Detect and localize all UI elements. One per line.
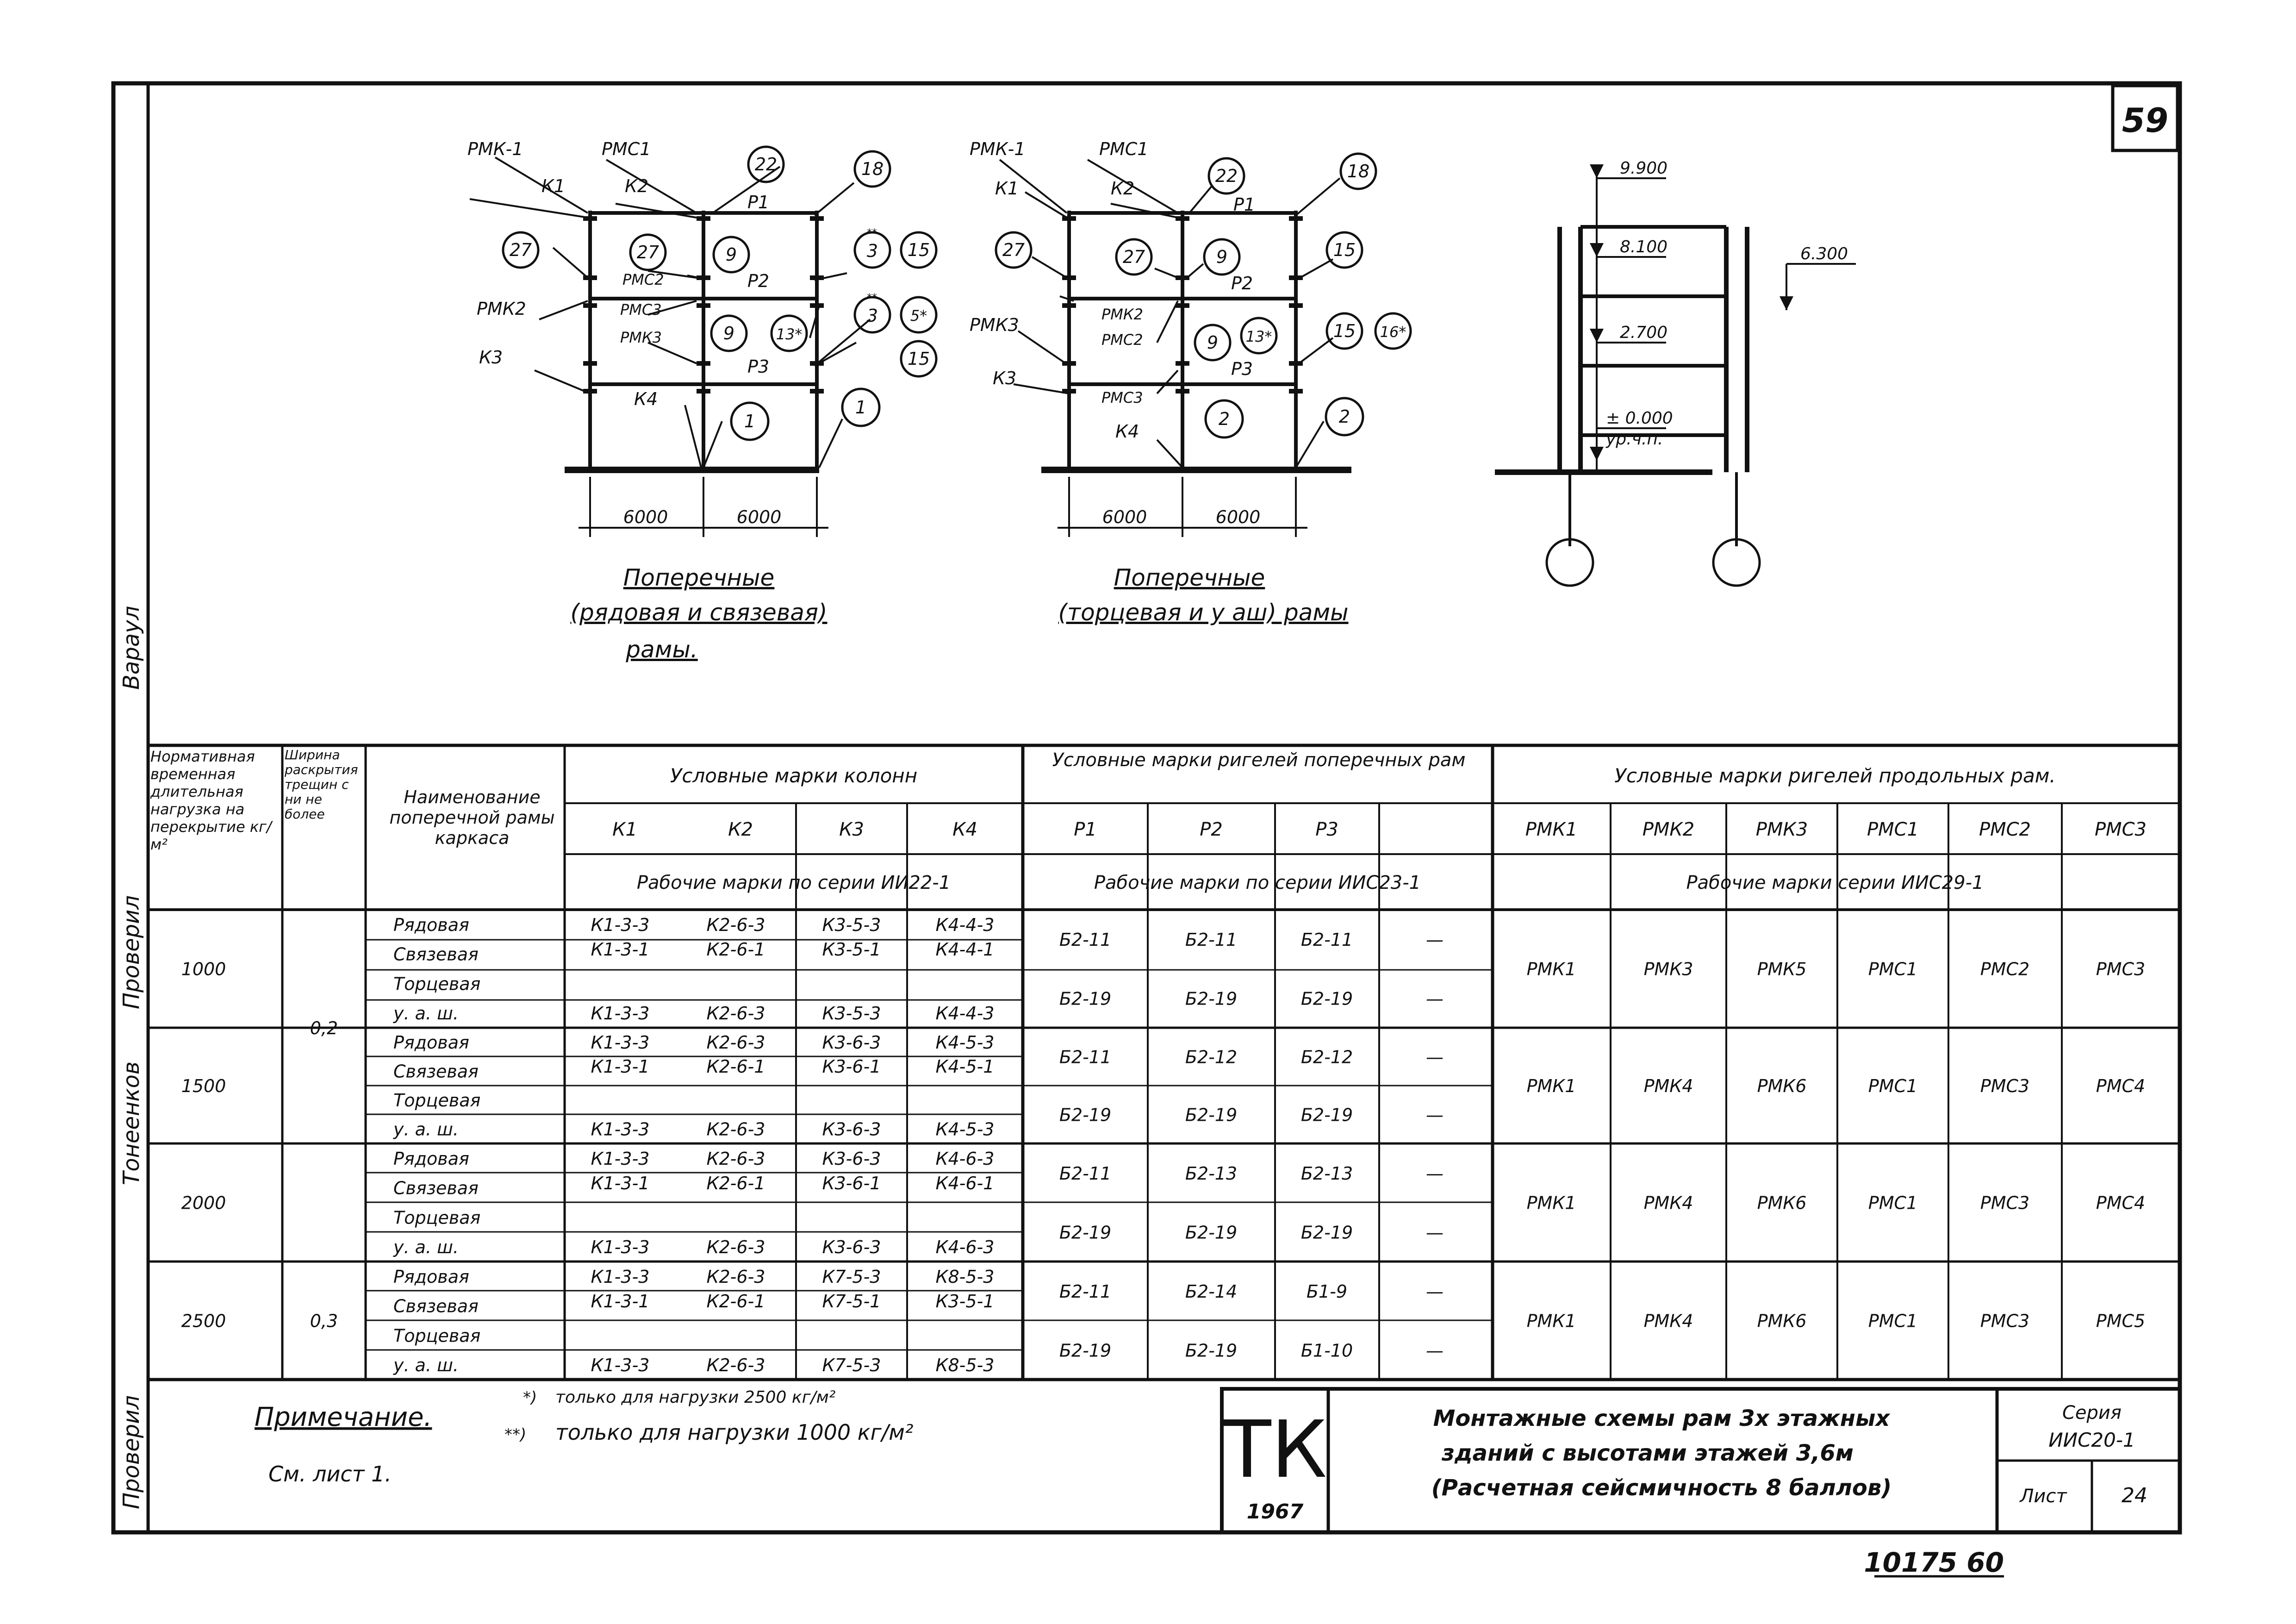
drawing-title-line: зданий с высотами этажей 3,6м [1442,1440,1854,1466]
diagram-label: 16* [1380,323,1406,341]
column-mark: К3-6-3 [822,1119,881,1140]
frame-name: Связевая [393,1296,479,1317]
column-mark: К1-3-1 [591,939,650,960]
girder-mark: Б1-10 [1300,1340,1353,1361]
column-mark: К3-6-1 [822,1056,881,1077]
column-mark: К1-3-3 [591,1355,650,1376]
frame-name: Торцевая [393,974,481,994]
diagram-label: 1 [855,397,867,418]
girder-mark: Б2-13 [1185,1163,1238,1184]
girder-mark: Б2-19 [1185,1105,1238,1125]
diagram-label: РМК2 [1101,306,1143,323]
column-mark: К1-3-3 [591,1119,650,1140]
diagram-label: 27 [636,242,660,262]
frame-name: Связевая [393,1061,479,1082]
long-girder-mark: РМК6 [1757,1311,1807,1331]
crack-value: 0,3 [310,1311,338,1331]
diagram-label: РМК3 [620,329,662,346]
p-head: Р1 [1074,819,1097,840]
long-girder-mark: РМС4 [2096,1076,2146,1096]
long-girder-mark: РМК3 [1643,959,1693,980]
diagram-label: 9 [1207,332,1219,353]
girder-mark: — [1426,1047,1444,1068]
column-mark: К1-3-1 [591,1056,650,1077]
m-head: РМС3 [2094,819,2147,840]
column-mark: К4-5-3 [935,1032,995,1053]
column-mark: К4-6-3 [935,1237,995,1258]
header-long-girders: Условные марки ригелей продольных рам. [1614,764,2056,787]
left-strip [118,606,144,1509]
column-mark: К2-6-3 [706,1148,765,1169]
column-mark: К3-6-3 [822,1148,881,1169]
girder-mark: Б2-19 [1059,1222,1112,1243]
column-mark: К1-3-1 [591,1291,650,1312]
long-girder-mark: РМС3 [2096,959,2146,980]
girder-mark: Б2-19 [1185,1340,1238,1361]
level-label: ур.ч.п. [1606,430,1663,449]
column-mark: К7-5-3 [822,1355,881,1376]
frame-name: Связевая [393,1178,479,1199]
note-star1: *) [523,1388,537,1407]
diagram-label: К2 [625,176,649,196]
column-mark: К3-6-1 [822,1173,881,1193]
header-frame-name: Наименование поперечной рамы каркаса [389,787,555,848]
tk-year: 1967 [1246,1500,1304,1524]
diagram-label: РМК-1 [467,139,523,159]
m-head: РМС2 [1979,819,2031,840]
diagram-label: 2 [1218,409,1230,429]
column-mark: К1-3-3 [591,1032,650,1053]
k-head: К1 [612,819,637,840]
drawing-title-line: Монтажные схемы рам 3х этажных [1433,1405,1890,1431]
girder-mark: Б2-12 [1300,1047,1353,1068]
girder-mark: Б1-9 [1306,1281,1348,1302]
title-block-text [1223,1402,2147,1524]
series-label: Серия [2062,1402,2122,1424]
diagram-label: Р2 [1231,273,1253,294]
sheet-label: Лист [2020,1486,2067,1507]
long-girder-mark: РМК6 [1757,1193,1807,1213]
girder-mark: — [1426,1222,1444,1243]
frame-name: Рядовая [393,1032,469,1053]
k-head: К4 [952,819,977,840]
p-head: Р2 [1200,819,1223,840]
diagram-label: ** [867,292,877,304]
header-crack-width: Ширина раскрытия трещин с ни не более [285,748,358,822]
diagram-label: 15 [1333,321,1356,341]
girder-mark: Б2-11 [1300,929,1353,950]
column-mark: К2-6-3 [706,1003,765,1024]
long-girder-mark: РМК1 [1526,959,1576,980]
diagram-label: РМС1 [1099,139,1149,159]
header-load: Нормативная временная длительная нагрузка на перекрытие кг/м² [150,748,272,853]
diagram-label: РМС1 [602,139,651,159]
spec-table-body [181,915,2146,1375]
frame-name: Торцевая [393,1207,481,1228]
long-girder-mark: РМК6 [1757,1076,1807,1096]
diagram-label: РМК3 [970,315,1019,335]
column-mark: К2-6-1 [706,939,765,960]
column-mark: К4-4-3 [935,914,995,935]
frame-name: у. а. ш. [393,1003,459,1024]
drawing-title-line: (Расчетная сейсмичность 8 баллов) [1431,1475,1892,1501]
diagram-label: 2 [1338,406,1350,427]
note-block [255,1388,913,1487]
diagram-label: К4 [634,389,658,409]
diagram-label: 3 [866,306,878,326]
diagram-label: 9 [723,323,735,344]
column-mark: К4-5-3 [935,1119,995,1140]
girder-mark: — [1426,1105,1444,1125]
column-mark: К2-6-3 [706,1032,765,1053]
diagram-label: Р3 [1231,359,1253,379]
dimension-label: 6000 [736,507,782,527]
archive-number: 10175 60 [1864,1547,2004,1578]
diagram-label: 27 [1002,240,1025,260]
column-mark: К2-6-1 [706,1056,765,1077]
column-mark: К3-6-3 [822,1032,881,1053]
note-star2: **) [504,1425,527,1444]
diagram-label: 13* [776,325,803,343]
crack-value: 0,2 [310,1018,338,1038]
load-value: 1000 [181,959,226,980]
header-columns: Условные марки колонн [670,764,918,787]
long-girder-mark: РМС3 [1980,1311,2030,1331]
column-mark: К7-5-1 [822,1291,881,1312]
note-line2: только для нагрузки 1000 кг/м² [555,1420,914,1445]
column-mark: К2-6-3 [706,914,765,935]
diagram-label: 15 [1333,240,1356,260]
diagram-label: Р1 [747,192,770,212]
left-strip-label: Проверил [118,895,144,1009]
level-label: 9.900 [1620,159,1668,178]
column-mark: К1-3-3 [591,1148,650,1169]
diagram-label: 13* [1245,328,1272,345]
diagram-label: 3 [866,241,878,261]
diagram-label: РМС3 [1101,389,1143,406]
girder-mark: Б2-11 [1059,929,1112,950]
left-strip-label: Тонеенков [118,1061,144,1185]
column-mark: К4-5-1 [935,1056,995,1077]
diagram-label: 15 [907,240,930,260]
diagram-label: 9 [725,244,737,265]
left-strip-label: Вараул [118,606,144,690]
k-head: К2 [728,819,753,840]
girder-mark: Б2-19 [1059,1105,1112,1125]
diagram-label: К1 [541,176,566,196]
girder-mark: Б2-14 [1185,1281,1238,1302]
diagram-label: РМК2 [477,299,526,319]
load-value: 2500 [181,1311,226,1331]
long-girder-mark: РМС1 [1868,1311,1918,1331]
note-title: Примечание. [255,1402,432,1432]
frame-diagram-end [996,154,1411,537]
long-girder-mark: РМС5 [2096,1311,2146,1331]
m-head: РМК2 [1642,819,1695,840]
work-marks-columns: Рабочие марки по серии ИИ22-1 [636,872,951,893]
section-diagram [1495,164,1856,586]
girder-mark: Б2-19 [1300,1222,1353,1243]
column-mark: К7-5-3 [822,1266,881,1287]
tk-logo: ТК [1223,1404,1327,1496]
column-mark: К3-5-3 [822,914,881,935]
girder-mark: — [1426,929,1444,950]
diagram-label: 22 [754,154,778,175]
long-girder-mark: РМС1 [1868,1193,1918,1213]
girder-mark: Б2-19 [1059,1340,1112,1361]
girder-mark: Б2-19 [1185,1222,1238,1243]
diagram-label: 5* [910,307,927,325]
frame-name: Рядовая [393,1148,469,1169]
long-girder-mark: РМС2 [1980,959,2030,980]
header-girders: Условные марки ригелей поперечных рам [1052,750,1466,771]
long-girder-mark: РМС4 [2096,1193,2146,1213]
dimension-label: 6000 [1215,507,1261,527]
long-girder-mark: РМС3 [1980,1193,2030,1213]
column-mark: К4-4-1 [935,939,995,960]
column-mark: К4-4-3 [935,1003,995,1024]
sheet-value: 24 [2122,1484,2147,1507]
column-mark: К2-6-3 [706,1237,765,1258]
girder-mark: — [1426,1281,1444,1302]
column-mark: К2-6-1 [706,1173,765,1193]
sheet-number-box [2113,86,2178,150]
column-mark: К1-3-3 [591,1003,650,1024]
m-head: РМК1 [1525,819,1578,840]
girder-mark: Б2-11 [1059,1163,1112,1184]
left-strip-label: Проверил [118,1395,144,1509]
long-girder-mark: РМК1 [1526,1311,1576,1331]
column-mark: К3-5-1 [935,1291,995,1312]
girder-mark: Б2-11 [1059,1281,1112,1302]
diagram-label: К2 [1111,178,1135,199]
long-girder-mark: РМК1 [1526,1076,1576,1096]
girder-mark: Б2-11 [1059,1047,1112,1068]
column-mark: К4-6-1 [935,1173,995,1193]
note-ref: См. лист 1. [268,1462,392,1487]
m-head: РМК3 [1755,819,1808,840]
frame-name: у. а. ш. [393,1237,459,1258]
column-mark: К2-6-3 [706,1355,765,1376]
diagram-caption: Поперечные [1114,564,1265,591]
diagram-caption: рамы. [626,636,698,663]
long-girder-mark: РМК4 [1643,1311,1693,1331]
load-value: 1500 [181,1076,226,1096]
diagram-label: РМК-1 [970,139,1026,159]
diagram-label: 1 [744,411,756,431]
diagram-label: К4 [1115,421,1139,442]
sheet-number: 59 [2122,101,2169,140]
level-label: 2.700 [1620,323,1668,342]
girder-mark: Б2-19 [1300,988,1353,1009]
p-head: Р3 [1315,819,1338,840]
work-marks-long: Рабочие марки серии ИИС29-1 [1686,872,1984,893]
long-girder-mark: РМК1 [1526,1193,1576,1213]
note-line1: только для нагрузки 2500 кг/м² [555,1388,836,1407]
diagram-label: 18 [1347,161,1370,181]
column-mark: К3-6-3 [822,1237,881,1258]
frame-name: Торцевая [393,1325,481,1346]
diagram-label: 27 [1122,247,1145,267]
column-mark: К8-5-3 [935,1266,995,1287]
long-girder-mark: РМК4 [1643,1193,1693,1213]
column-mark: К1-3-3 [591,914,650,935]
girder-mark: Б2-19 [1185,988,1238,1009]
frame-name: Связевая [393,944,479,965]
diagram-caption: Поперечные [623,564,775,591]
dimension-label: 6000 [623,507,668,527]
series-value: ИИС20-1 [2048,1429,2135,1451]
diagram-label: Р1 [1233,194,1256,215]
frame-name: Рядовая [393,914,469,935]
column-mark: К3-5-1 [822,939,881,960]
frame-diagram-rowed [470,147,936,537]
k-head: К3 [839,819,864,840]
long-girder-mark: РМК4 [1643,1076,1693,1096]
diagram-label: 9 [1216,247,1228,267]
diagram-label: 15 [907,349,930,369]
diagram-label: Р2 [747,271,770,291]
girder-mark: — [1426,988,1444,1009]
work-marks-girders: Рабочие марки по серии ИИС23-1 [1094,872,1421,893]
girder-mark: Б2-12 [1185,1047,1238,1068]
diagram-label: К3 [993,368,1017,388]
column-mark: К1-3-3 [591,1266,650,1287]
girder-mark: — [1426,1163,1444,1184]
diagram-label: К1 [995,178,1019,199]
level-label: ± 0.000 [1606,409,1673,428]
diagram-label: 27 [509,240,532,260]
frame-name: Торцевая [393,1090,481,1111]
girder-mark: Б2-19 [1300,1105,1353,1125]
girder-mark: Б2-19 [1059,988,1112,1009]
diagram-label: Р3 [747,356,770,377]
long-girder-mark: РМС3 [1980,1076,2030,1096]
long-girder-mark: РМС1 [1868,1076,1918,1096]
long-girder-mark: РМС1 [1868,959,1918,980]
frame-name: Рядовая [393,1266,469,1287]
column-mark: К2-6-3 [706,1266,765,1287]
frame-name: у. а. ш. [393,1119,459,1140]
diagram-label: ** [867,227,877,239]
diagram-label: РМС2 [622,271,664,288]
level-label: 6.300 [1800,244,1848,263]
girder-mark: — [1426,1340,1444,1361]
diagram-caption: (торцевая и у аш) рамы [1058,599,1349,626]
diagram-label: РМС2 [1101,331,1143,349]
level-label: 8.100 [1620,237,1668,256]
frame-name: у. а. ш. [393,1355,459,1376]
column-mark: К3-5-3 [822,1003,881,1024]
m-head: РМС1 [1867,819,1919,840]
column-mark: К2-6-1 [706,1291,765,1312]
diagram-label: 18 [861,159,884,179]
girder-mark: Б2-11 [1185,929,1238,950]
column-mark: К8-5-3 [935,1355,995,1376]
diagram-label: К3 [479,347,503,368]
column-mark: К2-6-3 [706,1119,765,1140]
column-mark: К1-3-3 [591,1237,650,1258]
dimension-label: 6000 [1102,507,1147,527]
column-mark: К4-6-3 [935,1148,995,1169]
column-mark: К1-3-1 [591,1173,650,1193]
girder-mark: Б2-13 [1300,1163,1353,1184]
diagram-caption: (рядовая и связевая) [570,599,828,626]
load-value: 2000 [181,1193,226,1213]
long-girder-mark: РМК5 [1757,959,1807,980]
diagram-label: 22 [1215,166,1238,186]
diagram-label: РМС3 [620,301,662,319]
